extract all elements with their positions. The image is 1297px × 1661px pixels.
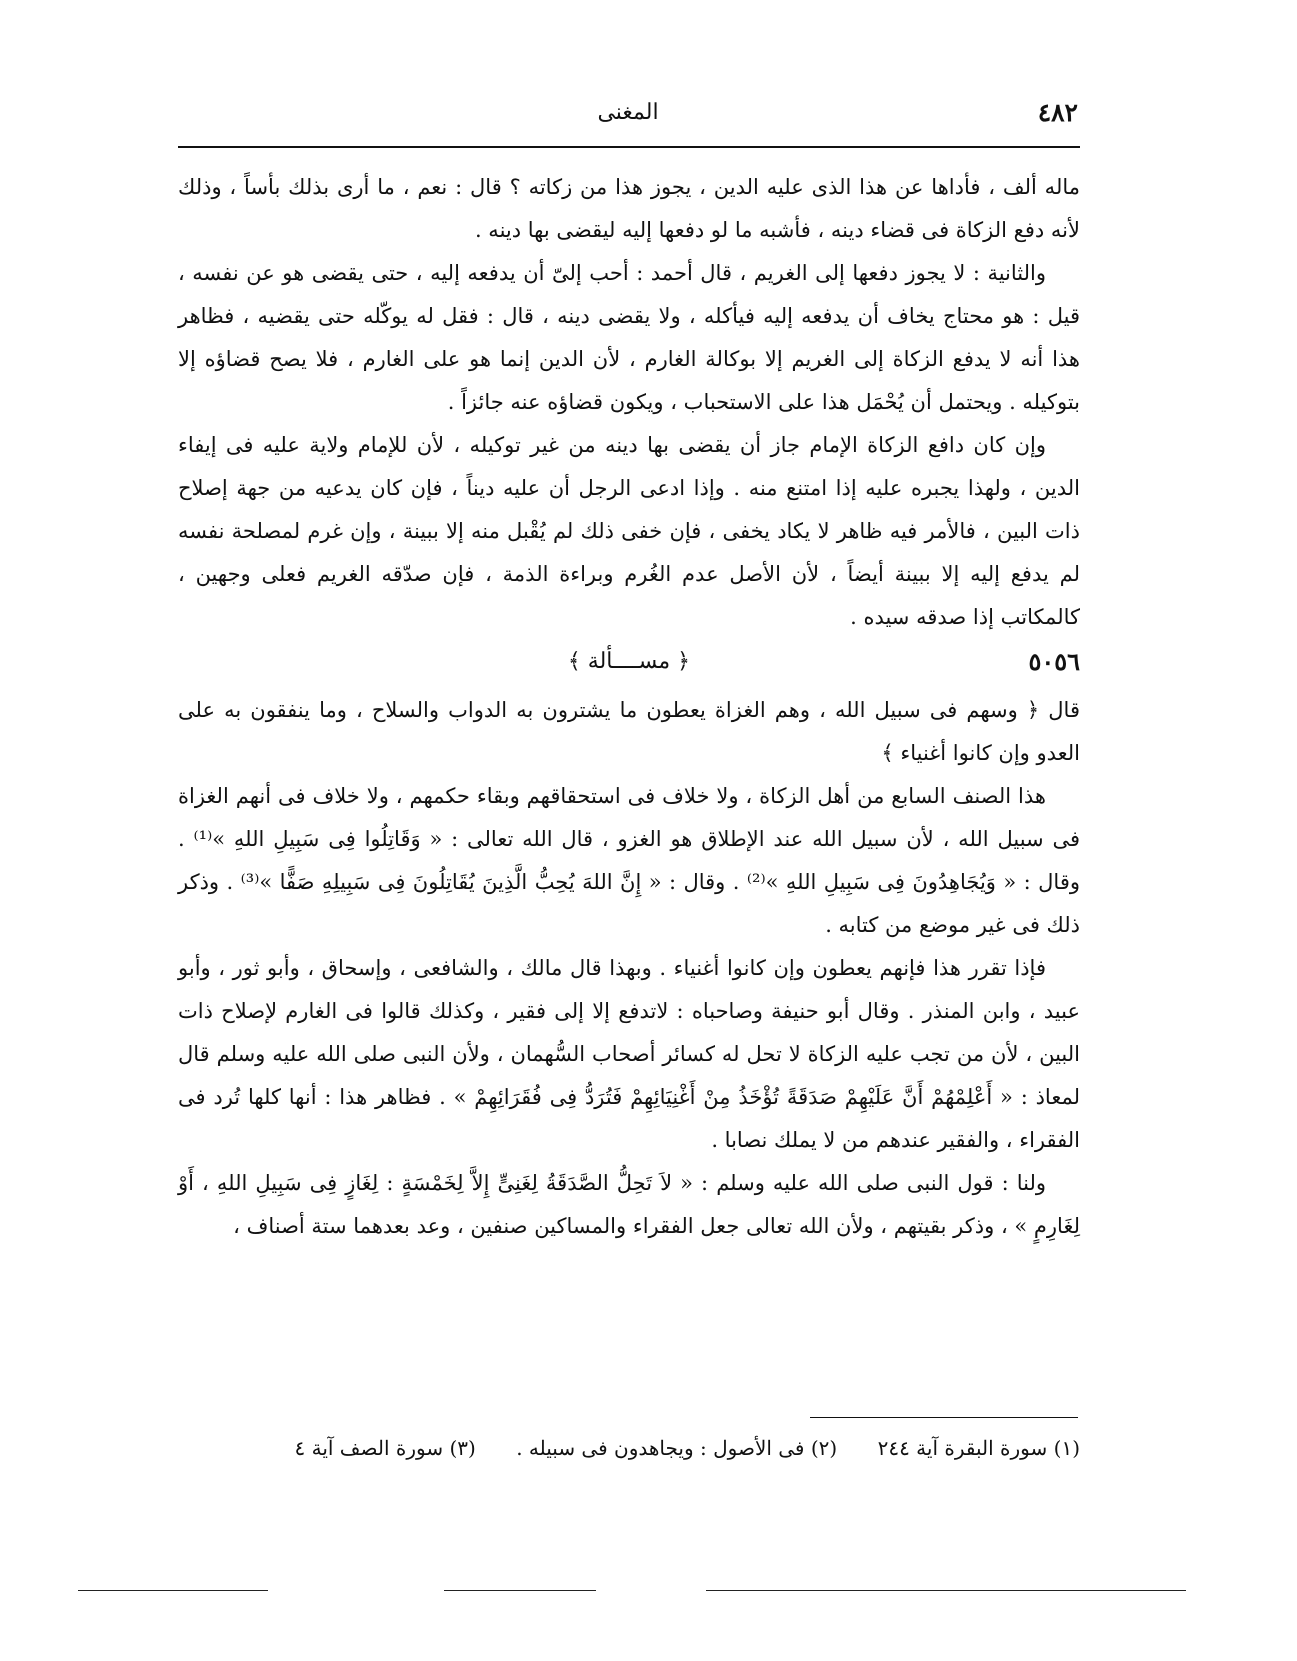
paragraph-3: وإن كان دافع الزكاة الإمام جاز أن يقضى بها دينه من غير توكيله ، لأن للإمام ولاية عليه فى إيفاء الدين ، ولهذا يجبره عليه إذا امتنع منه . وإذا ادعى الرجل أن عليه ديناً ، فإن كان يدعيه من جهة إصلاح ذات البين ، فالأمر فيه ظاهر لا يكاد يخفى ، فإن خفى ذلك لم يُقْبل منه إلا ببينة ، وإن غرم لمصلحة نفسه لم يدفع إليه إلا ببينة أيضاً ، لأن الأصل عدم الغُرم وبراءة الذمة ، فإن صدّقه الغريم فعلى وجهين ، كالمكاتب إذا صدقه سيده . bbox=[178, 433, 1080, 629]
body-text bbox=[178, 166, 1080, 1248]
scan-edge-line bbox=[78, 1590, 268, 1591]
scan-edge-line bbox=[706, 1590, 1186, 1591]
masala-number: ٥٠٥٦ bbox=[1028, 647, 1080, 676]
paragraph-7: ولنا : قول النبى صلى الله عليه وسلم : « لاَ تَحِلُّ الصَّدَقَةُ لِغَنِىٍّ إِلاَّ لِخَمْسَةٍ : لِغَازٍ فِى سَبِيلِ اللهِ ، أَوْ لِغَارِمٍ » ، وذكر بقيتهم ، ولأن الله تعالى جعل الفقراء والمساكين صنفين ، وعد بعدهما ستة أصناف ، bbox=[178, 1171, 1080, 1238]
masala-heading bbox=[178, 645, 1080, 689]
masala-title: ﴿ مســــألة ﴾ bbox=[567, 649, 691, 674]
paragraph-2: والثانية : لا يجوز دفعها إلى الغريم ، قال أحمد : أحب إلىّ أن يدفعه إليه ، حتى يقضى هو عن نفسه ، قيل : هو محتاج يخاف أن يدفعه إليه فيأكله ، ولا يقضى دينه ، قال : فقل له يوكّله حتى يقضيه ، فظاهر هذا أنه لا يدفع الزكاة إلى الغريم إلا بوكالة الغارم ، لأن الدين إنما هو على الغارم ، فلا يصح قضاؤه إلا بتوكيله . ويحتمل أن يُحْمَل هذا على الاستحباب ، ويكون قضاؤه عنه جائزاً . bbox=[178, 261, 1080, 414]
paragraph-1: ماله ألف ، فأداها عن هذا الذى عليه الدين ، يجوز هذا من زكاته ؟ قال : نعم ، ما أرى بذلك بأساً ، وذلك لأنه دفع الزكاة فى قضاء دينه ، فأشبه ما لو دفعها إليه ليقضى بها دينه . bbox=[178, 175, 1080, 242]
footnote-3: (٣) سورة الصف آية ٤ bbox=[294, 1436, 476, 1460]
running-title: المغنى bbox=[597, 100, 659, 125]
header-rule bbox=[178, 146, 1080, 148]
footnote-rule bbox=[810, 1417, 1078, 1418]
footnote-2: (٢) فى الأصول : ويجاهدون فى سبيله . bbox=[516, 1436, 838, 1460]
scan-edge-line bbox=[444, 1590, 596, 1591]
paragraph-4: قال ﴿ وسهم فى سبيل الله ، وهم الغزاة يعطون ما يشترون به الدواب والسلاح ، وما ينفقون به على العدو وإن كانوا أغنياء ﴾ bbox=[178, 698, 1080, 765]
page-number: ٤٨٢ bbox=[1037, 98, 1078, 127]
paragraph-6: فإذا تقرر هذا فإنهم يعطون وإن كانوا أغنياء . وبهذا قال مالك ، والشافعى ، وإسحاق ، وأبو ثور ، وأبو عبيد ، وابن المنذر . وقال أبو حنيفة وصاحباه : لاتدفع إلا إلى فقير ، وكذلك قالوا فى الغارم لإصلاح ذات البين ، لأن من تجب عليه الزكاة لا تحل له كسائر أصحاب السُّهمان ، ولأن النبى صلى الله عليه وسلم قال لمعاذ : « أَعْلِمْهُمْ أَنَّ عَلَيْهِمْ صَدَقَةً تُؤْخَذُ مِنْ أَغْنِيَائِهِمْ فَتُرَدُّ فِى فُقَرَائِهِمْ » . فظاهر هذا : أنها كلها تُرد فى الفقراء ، والفقير عندهم من لا يملك نصابا . bbox=[178, 956, 1080, 1152]
page-header bbox=[178, 92, 1078, 138]
footnotes bbox=[178, 1436, 1080, 1460]
paragraph-5: هذا الصنف السابع من أهل الزكاة ، ولا خلاف فى استحقاقهم وبقاء حكمهم ، ولا خلاف فى أنهم الغزاة فى سبيل الله ، لأن سبيل الله عند الإطلاق هو الغزو ، قال الله تعالى : « وَقَاتِلُوا فِى سَبِيلِ اللهِ »⁽¹⁾ . وقال : « وَيُجَاهِدُونَ فِى سَبِيلِ اللهِ »⁽²⁾ . وقال : « إِنَّ اللهَ يُحِبُّ الَّذِينَ يُقَاتِلُونَ فِى سَبِيلِهِ صَفًّا »⁽³⁾ . وذكر ذلك فى غير موضع من كتابه . bbox=[178, 784, 1080, 937]
footnote-1: (١) سورة البقرة آية ٢٤٤ bbox=[877, 1436, 1080, 1460]
